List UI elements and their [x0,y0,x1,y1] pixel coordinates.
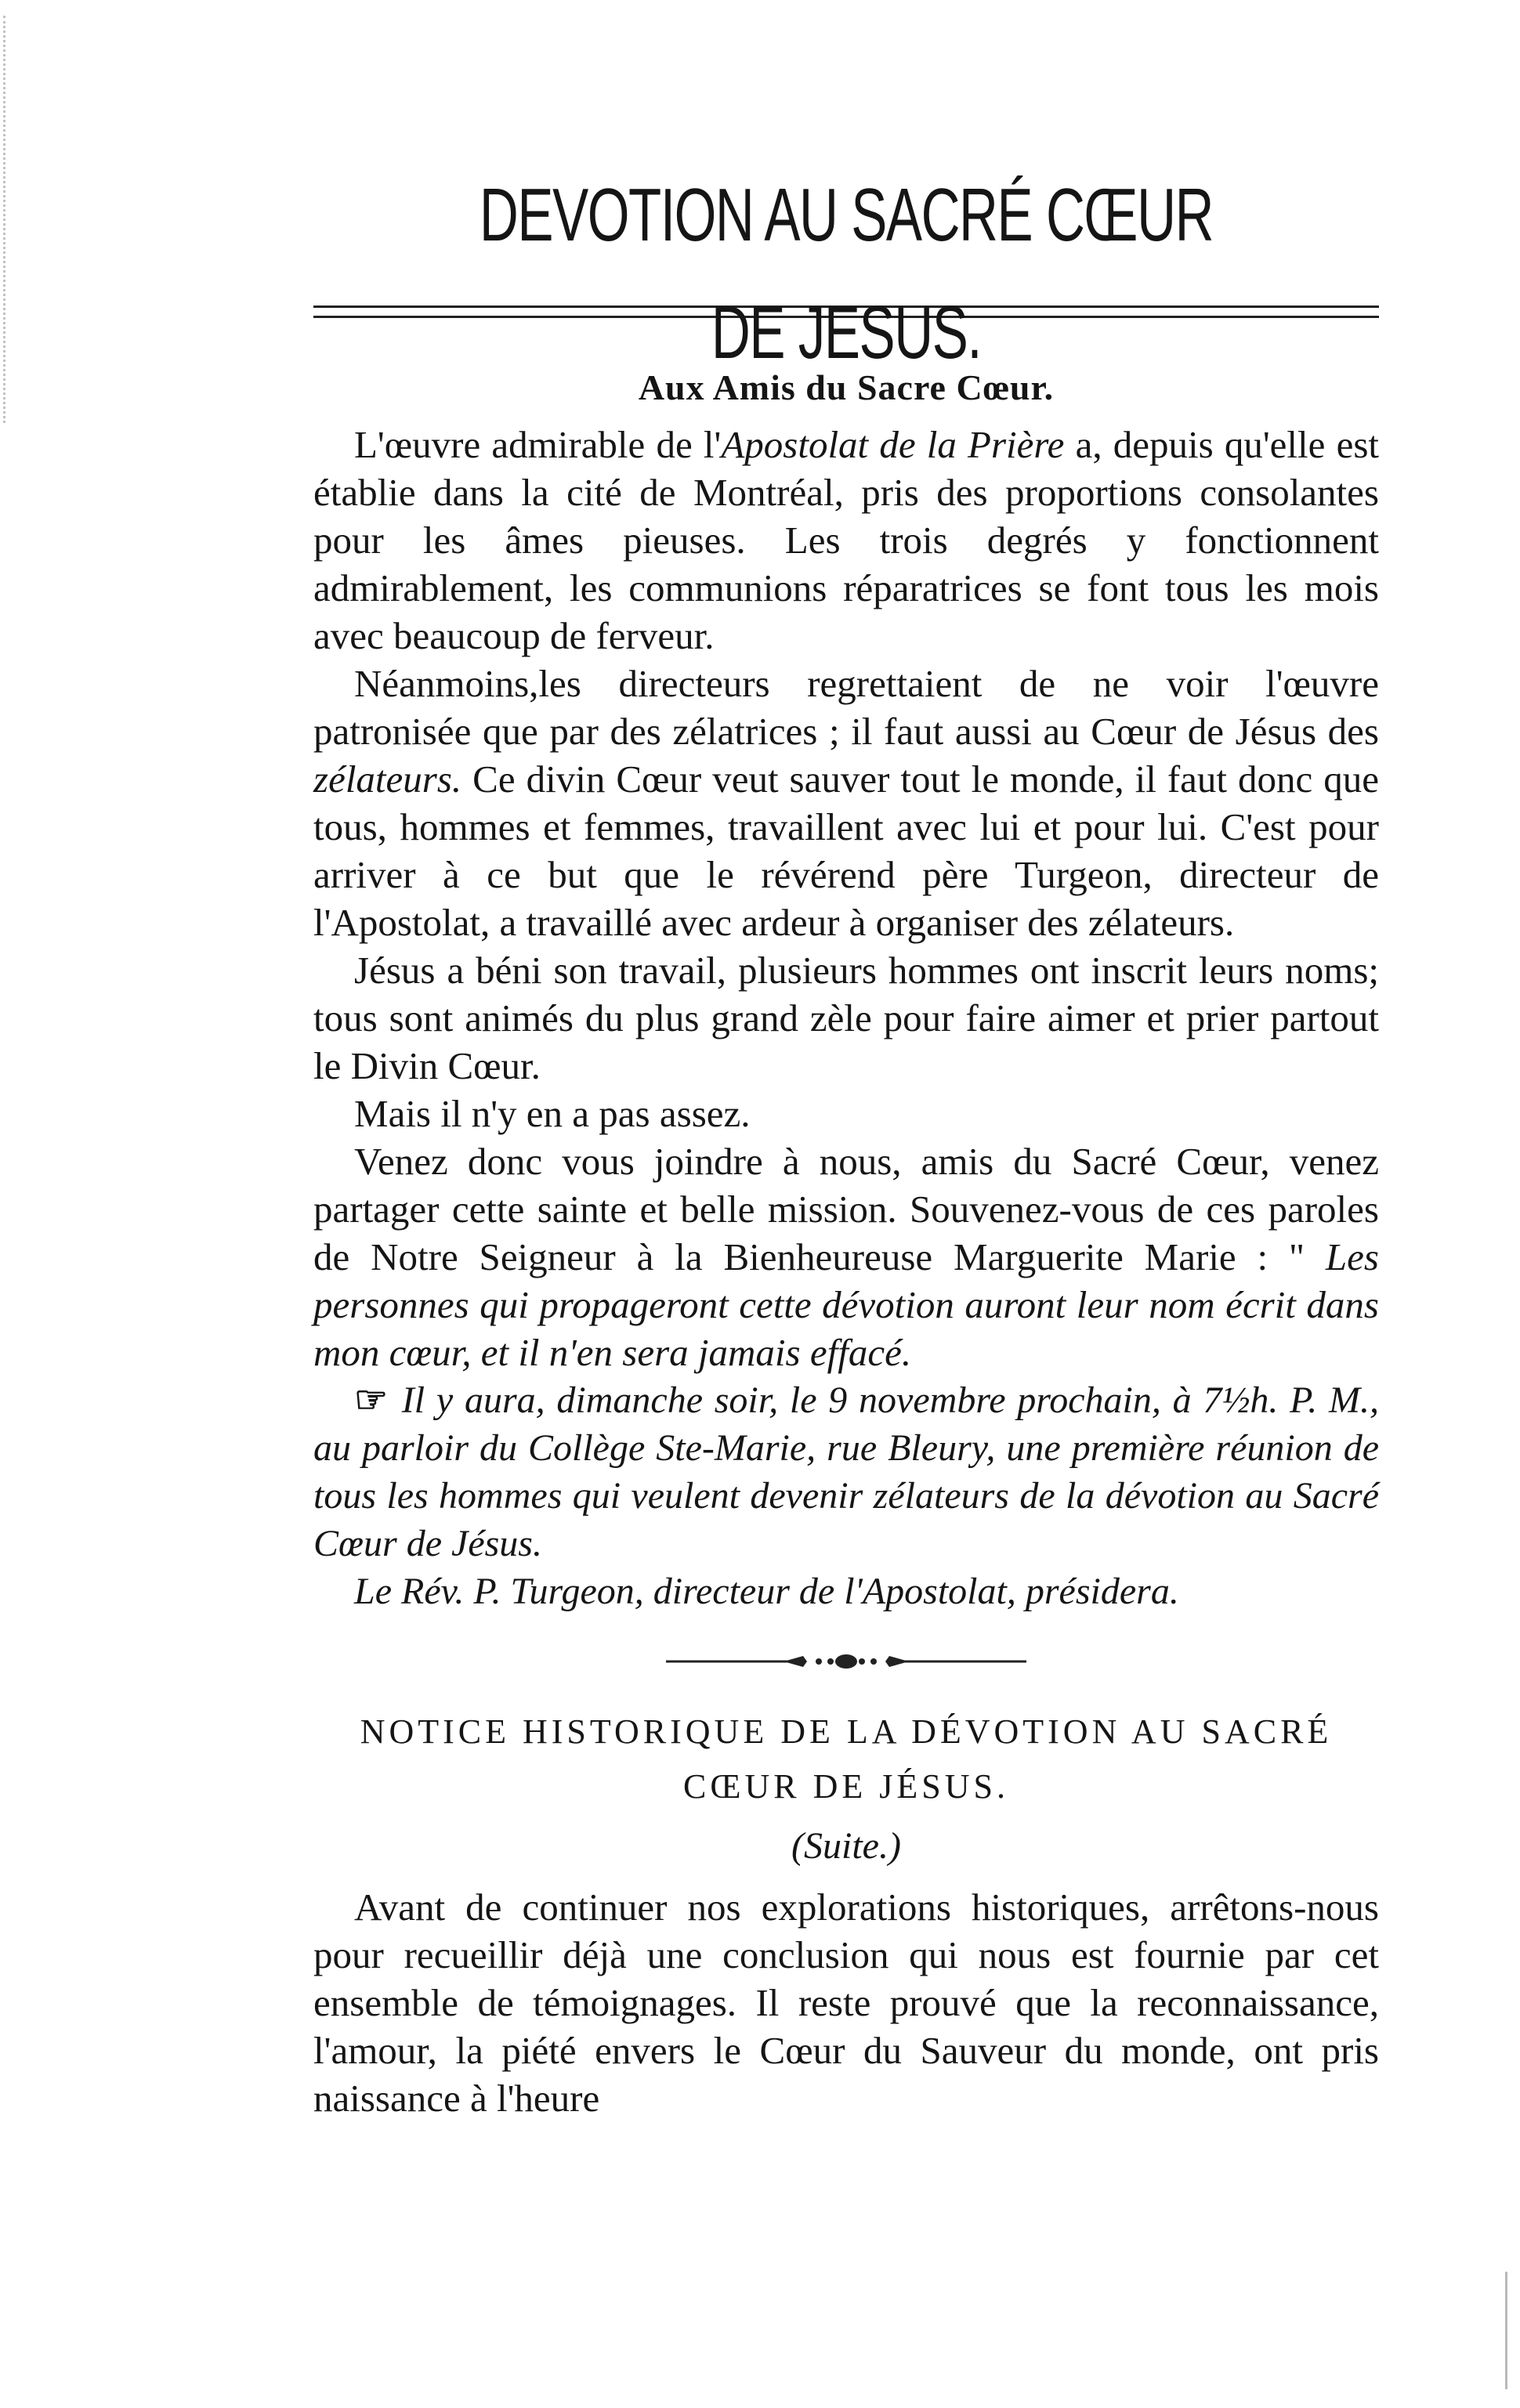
section-heading-amis: Aux Amis du Sacre Cœur. [638,367,1055,407]
paragraph-oeuvre [313,421,1379,660]
notice-heading-line2: CŒUR DE JÉSUS. [683,1767,1009,1806]
paragraph-neanmoins [313,660,1379,946]
paragraph-venez-text-a: Venez donc vous joindre à nous, amis du Sacré Cœur, venez partager cette sainte et belle mission. Souvenez-vous de ces paroles de Notre Seigneur à la Bienheureuse Marguerite Marie : " [313,1140,1379,1278]
notice-heading-line1: NOTICE HISTORIQUE DE LA DÉVOTION AU SACRÉ [360,1712,1333,1751]
divider-ornament-icon [666,1650,1026,1673]
scan-edge-mark-bottom [1505,2272,1511,2389]
scan-edge-marks [3,16,13,423]
paragraph-neanmoins-text-c: Ce divin Cœur veut sauver tout le monde, il faut donc que tous, hommes et femmes, travaillent avec lui et pour lui. C'est pour arriver à ce but que le révérend père Turgeon, directeur de l'Apostolat, a travaillé avec ardeur à organiser des zélateurs. [313,757,1379,944]
paragraph-oeuvre-text-a: L'œuvre admirable de l' [354,423,722,466]
paragraph-neanmoins-text-a: Néanmoins,les directeurs regrettaient de ne voir l'œuvre patronisée que par des zélatrices ; il faut aussi au Cœur de Jésus des [313,662,1379,753]
paragraph-mais: Mais il n'y en a pas assez. [354,1092,751,1135]
paragraph-oeuvre-text-c: a, depuis qu'elle est établie dans la cité de Montréal, pris des proportions consolantes pour les âmes pieuses. Les trois degrés y fonctionnent admirablement, les communions réparatrices se font tous les mois avec beaucoup de ferveur. [313,423,1379,657]
ornamental-divider [313,1650,1379,1673]
page-content [313,157,1379,2122]
paragraph-venez [313,1137,1379,1376]
quote-italic: Les personnes qui propageront cette dévotion auront leur nom écrit dans mon cœur, et il n'en sera jamais effacé. [313,1235,1379,1374]
zelateurs-italic: zélateurs. [313,757,462,801]
suite-label: (Suite.) [791,1825,901,1867]
meeting-notice [313,1376,1379,1567]
meeting-notice-text: Il y aura, dimanche soir, le 9 novembre prochain, à 7½h. P. M., au parloir du Collège Ste-Marie, rue Bleury, une première réunion de tous les hommes qui veulent devenir zélateurs de la dévotion au Sacré Cœur de Jésus. [313,1379,1379,1564]
page-title: DEVOTION AU SACRÉ CŒUR DE JESUS. [479,173,1214,374]
paragraph-jesus-beni: Jésus a béni son travail, plusieurs hommes ont inscrit leurs noms; tous sont animés du plus grand zèle pour faire aimer et prier partout le Divin Cœur. [313,949,1379,1087]
pointing-hand-icon: ☞ [354,1379,386,1421]
apostolat-title-italic: Apostolat de la Prière [721,423,1065,466]
paragraph-avant: Avant de continuer nos explorations historiques, arrêtons-nous pour recueillir déjà une conclusion qui nous est fournie par cet ensemble de témoignages. Il reste prouvé que la reconnaissance, l'amour, la piété envers le Cœur du Sauveur du monde, ont pris naissance à l'heure [313,1886,1379,2120]
signature-line: Le Rév. P. Turgeon, directeur de l'Apostolat, présidera. [354,1571,1179,1612]
